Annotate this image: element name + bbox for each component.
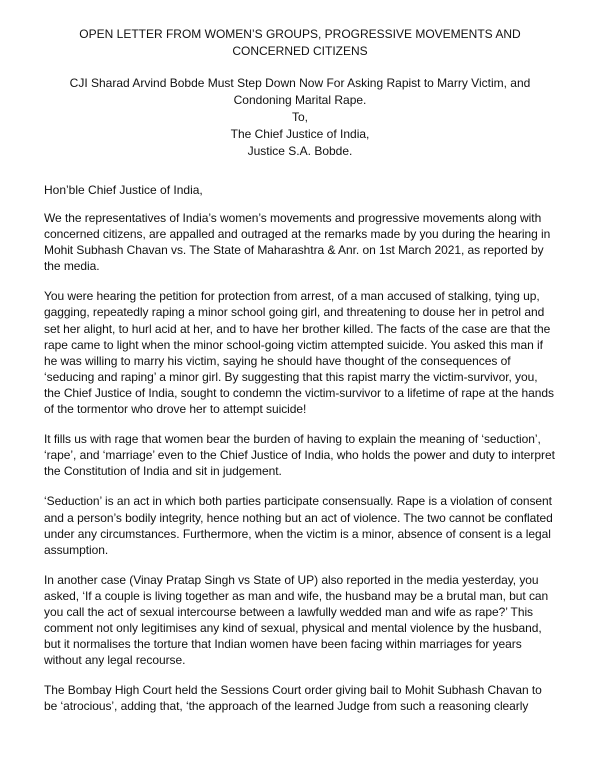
paragraph-marital-rape: In another case (Vinay Pratap Singh vs State of UP) also reported in the media yesterday, you asked, ‘If a couple is living together as man and wife, the husband may be a brutal man, but can you call the act of sexual intercourse between a lawfully wedded man and wife as rape?’ This comment not only legitimises any kind of sexual, physical and mental violence by the husband, but it normalises the torture that Indian women have been facing within marriages for years without any legal recourse. [44, 572, 549, 668]
letter-subject: CJI Sharad Arvind Bobde Must Step Down Now For Asking Rapist to Marry Victim, and Condoning Marital Rape. [69, 76, 531, 107]
paragraph-seduction: ‘Seduction’ is an act in which both parties participate consensually. Rape is a violation of consent and a person’s bodily integrity, hence nothing but an act of violence. The two cannot be conflated under any circumstances. Furthermore, when the victim is a minor, absence of consent is a legal assumption. [44, 494, 553, 557]
address-to: To, [291, 110, 308, 124]
salutation: Hon’ble Chief Justice of India, [44, 183, 203, 197]
paragraph-bombay-high-court: The Bombay High Court held the Sessions Court order giving bail to Mohit Subhash Chavan to be ‘atrocious’, adding that, ‘the approach of the learned Judge from such a reasoning clearly [44, 683, 542, 714]
address-recipient-name: Justice S.A. Bobde. [247, 144, 353, 158]
address-recipient-title: The Chief Justice of India, [230, 127, 370, 141]
paragraph-representatives: We the representatives of India’s women’s movements and progressive movements along with concerned citizens, are appalled and outraged at the remarks made by you during the hearing in Mohit Subhash Chavan vs. The State of Maharashtra & Anr. on 1st March 2021, as reported by the media. [44, 211, 551, 274]
letter-heading: OPEN LETTER FROM WOMEN’S GROUPS, PROGRESSIVE MOVEMENTS AND CONCERNED CITIZENS [79, 27, 521, 58]
paragraph-rage: It fills us with rage that women bear the burden of having to explain the meaning of ‘seduction’, ‘rape’, and ‘marriage’ even to the Chief Justice of India, who holds the power and duty to interpret the Constitution of India and sit in judgement. [44, 432, 555, 479]
paragraph-hearing-facts: You were hearing the petition for protection from arrest, of a man accused of stalking, tying up, gagging, repeatedly raping a minor school going girl, and threatening to douse her in petrol and set her alight, to hurl acid at her, and to have her brother killed. The facts of the case are that the rape came to light when the minor school-going victim attempted suicide. You asked this man if he was willing to marry his victim, saying he should have thought of the consequences of ‘seducing and raping’ a minor girl. By suggesting that this rapist marry the victim-survivor, you, the Chief Justice of India, sought to condemn the victim-survivor to a lifetime of rape at the hands of the tormentor who drove her to attempt suicide! [44, 289, 554, 417]
